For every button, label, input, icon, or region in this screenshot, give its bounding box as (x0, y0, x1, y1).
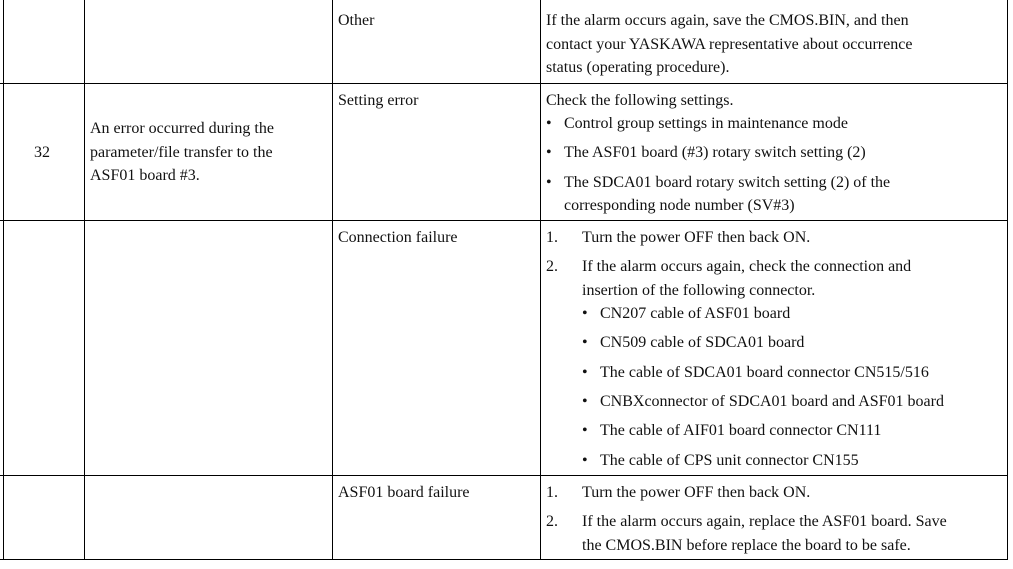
column-divider (332, 0, 333, 559)
alarm-description-line: An error occurred during the (90, 120, 274, 137)
remedy-step: If the alarm occurs again, replace the ASF01 board. Save (582, 513, 947, 530)
remedy-line: status (operating procedure). (546, 59, 730, 76)
bullet: • (582, 334, 588, 351)
column-divider (3, 0, 4, 559)
alarm-code: 32 (34, 144, 50, 161)
remedy-intro: Check the following settings. (546, 92, 734, 109)
row-divider (0, 220, 1008, 221)
bullet: • (546, 144, 552, 161)
bullet: • (582, 364, 588, 381)
connector-item: The cable of AIF01 board connector CN111 (600, 422, 882, 439)
column-divider (84, 0, 85, 559)
bullet: • (582, 393, 588, 410)
row-divider (0, 83, 1008, 84)
step-number: 1. (546, 229, 558, 246)
step-number: 2. (546, 258, 558, 275)
remedy-step-continuation: insertion of the following connector. (582, 282, 816, 299)
alarm-description-line: ASF01 board #3. (90, 167, 200, 184)
bullet: • (582, 422, 588, 439)
remedy-step: If the alarm occurs again, check the connection and (582, 258, 912, 275)
alarm-description-line: parameter/file transfer to the (90, 144, 273, 161)
bullet: • (582, 305, 588, 322)
connector-item: CNBXconnector of SDCA01 board and ASF01 board (600, 393, 944, 410)
cause-item-other: Other (338, 12, 375, 29)
remedy-line: If the alarm occurs again, save the CMOS.BIN, and then (546, 12, 909, 29)
bullet: • (546, 174, 552, 191)
bullet: • (582, 452, 588, 469)
connector-item: The cable of CPS unit connector CN155 (600, 452, 859, 469)
table-bottom-border (0, 559, 1008, 560)
column-divider (540, 0, 541, 559)
remedy-bullet-continuation: corresponding node number (SV#3) (564, 197, 795, 214)
bullet: • (546, 115, 552, 132)
step-number: 2. (546, 513, 558, 530)
connector-item: The cable of SDCA01 board connector CN515/516 (600, 364, 929, 381)
cause-item-connection-failure: Connection failure (338, 229, 458, 246)
remedy-step: Turn the power OFF then back ON. (582, 484, 811, 501)
remedy-bullet: The ASF01 board (#3) rotary switch setting (2) (564, 144, 866, 161)
cause-item-setting-error: Setting error (338, 92, 419, 109)
connector-item: CN207 cable of ASF01 board (600, 305, 791, 322)
remedy-bullet: Control group settings in maintenance mode (564, 115, 848, 132)
remedy-step-continuation: the CMOS.BIN before replace the board to be safe. (582, 537, 911, 554)
step-number: 1. (546, 484, 558, 501)
cause-item-asf01-board-failure: ASF01 board failure (338, 484, 470, 501)
remedy-step: Turn the power OFF then back ON. (582, 229, 811, 246)
connector-item: CN509 cable of SDCA01 board (600, 334, 805, 351)
column-divider (1007, 0, 1008, 559)
remedy-line: contact your YASKAWA representative about occurrence (546, 36, 913, 53)
remedy-bullet: The SDCA01 board rotary switch setting (2) of the (564, 174, 891, 191)
row-divider (0, 475, 1008, 476)
